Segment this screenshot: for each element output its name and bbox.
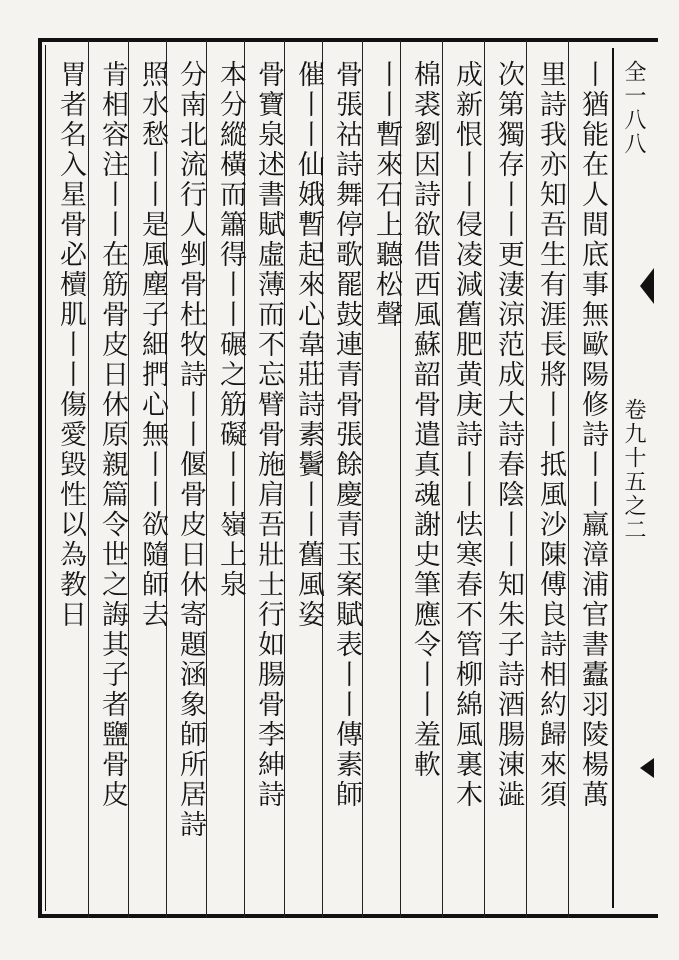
text-column-2	[530, 60, 570, 905]
text-column-13	[92, 60, 132, 905]
column-text: 骨寶泉述書賦虛薄而不忘臂骨施肩吾壯士行如腸骨李紳詩	[253, 60, 284, 810]
text-column-4	[446, 60, 486, 905]
column-text: 丨猶能在人間底事無歐陽修詩丨丨羸漳浦官書蠹羽陵楊萬	[577, 60, 608, 810]
column-text: 里詩我亦知吾生有涯長將丨丨抵風沙陳傅良詩相約歸來須	[535, 60, 566, 810]
fish-tail-mark	[640, 268, 654, 304]
text-column-12	[132, 60, 172, 905]
frame-inner-line	[45, 45, 46, 911]
text-column-9	[248, 60, 288, 905]
column-text: 成新恨丨丨侵凌減舊肥黄庚詩丨丨怯寒春不管柳綿風裏木	[451, 60, 482, 810]
margin-top-text: 全一八八	[621, 60, 646, 156]
column-text: 丨丨暫來石上聽松聲	[371, 60, 402, 330]
text-column-3	[488, 60, 528, 905]
text-column-14	[50, 60, 90, 905]
text-column-8	[288, 60, 328, 905]
column-text: 骨張祜詩舞停歌罷鼓連青骨張餘慶青玉案賦表丨丨傳素師	[331, 60, 362, 810]
volume-label: 卷九十五之二	[621, 398, 646, 542]
column-text: 肯相容注丨丨在筋骨皮日休原親篇令世之誨其子者鹽骨皮	[97, 60, 128, 810]
text-column-11	[170, 60, 210, 905]
column-text: 次第獨存丨丨更淒涼范成大詩春陰丨丨知朱子詩酒腸涷澁	[493, 60, 524, 810]
column-text: 分南北流行人剉骨杜牧詩丨丨偃骨皮日休寄題涵象師所居詩	[175, 60, 206, 840]
column-text: 胃者名入星骨必櫝肌丨丨傷愛毀性以為教日	[55, 60, 86, 630]
text-column-6	[366, 60, 406, 905]
text-column-1	[572, 60, 612, 905]
text-column-7	[326, 60, 366, 905]
column-text: 催丨丨仙娥暫起來心韋莊詩素鬢丨丨舊風姿	[293, 60, 324, 630]
text-column-10	[210, 60, 250, 905]
fish-tail-mark-lower	[640, 758, 654, 778]
text-column-5	[404, 60, 444, 905]
column-text: 照水愁丨丨是風塵子細捫心無丨丨欲隨師去	[137, 60, 168, 630]
column-text: 棉裘劉因詩欲借西風蘇韶骨遣真魂謝史筆應令丨丨羞軟	[409, 60, 440, 780]
column-text: 本分縱橫而簫得丨丨碾之筋礙丨丨嶺上泉	[215, 60, 246, 600]
